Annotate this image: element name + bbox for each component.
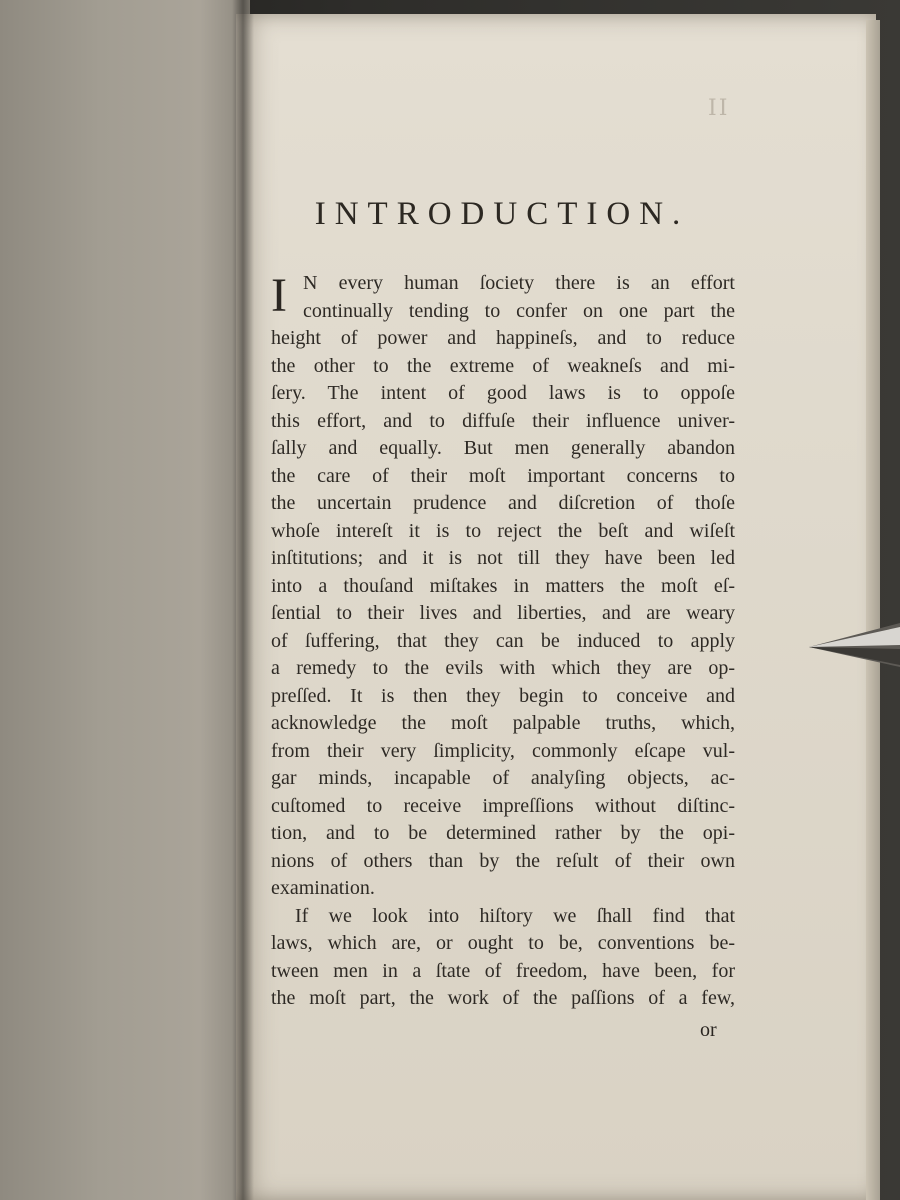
text-line: inſtitutions; and it is not till they have been led <box>271 547 735 569</box>
text-line: cuſtomed to receive impreſſions without diſtinc- <box>271 794 735 817</box>
text-line: tween men in a ſtate of freedom, have been, for <box>271 959 735 982</box>
text-line: the moſt part, the work of the paſſions of a few, <box>271 987 735 1009</box>
text-line: If we look into hiſtory we ſhall find that <box>295 904 735 927</box>
text-line: laws, which are, or ought to be, conventions be- <box>271 932 735 954</box>
text-line: N every human ſociety there is an effort <box>303 272 735 294</box>
text-line: height of power and happineſs, and to reduce <box>271 327 735 349</box>
body-text <box>271 270 735 1013</box>
text-line: a remedy to the evils with which they are op- <box>271 657 735 679</box>
text-line: this effort, and to diffuſe their influence univer- <box>271 409 735 432</box>
text-line: tion, and to be determined rather by the opi- <box>271 822 735 844</box>
text-line: of ſuffering, that they can be induced to apply <box>271 629 735 652</box>
text-line: from their very ſimplicity, commonly eſcape vul- <box>271 739 735 762</box>
page-edge <box>866 20 880 1200</box>
bookmark-pointer-icon <box>805 615 900 675</box>
page-heading: INTRODUCTION. <box>314 196 690 232</box>
text-line: examination. <box>271 877 375 899</box>
left-page <box>0 0 250 1200</box>
text-line: acknowledge the moſt palpable truths, which, <box>271 712 735 734</box>
text-line: the uncertain prudence and diſcretion of thoſe <box>271 492 735 514</box>
text-line: preſſed. It is then they begin to conceive and <box>271 684 735 707</box>
text-line: gar minds, incapable of analyſing objects, ac- <box>271 767 735 789</box>
text-line: the other to the extreme of weakneſs and mi- <box>271 354 735 377</box>
text-line: nions of others than by the reſult of their own <box>271 849 735 872</box>
drop-cap: I <box>271 269 287 322</box>
text-line: ſally and equally. But men generally abandon <box>271 437 735 459</box>
text-line: ſential to their lives and liberties, and are weary <box>271 602 735 624</box>
catchword: or <box>700 1019 717 1041</box>
book-gutter <box>232 0 254 1200</box>
text-line: ſery. The intent of good laws is to oppoſe <box>271 382 735 404</box>
show-through-text: II <box>708 96 730 121</box>
text-line: continually tending to confer on one part the <box>303 299 735 322</box>
text-line: into a thouſand miſtakes in matters the moſt eſ- <box>271 574 735 597</box>
text-line: whoſe intereſt it is to reject the beſt and wiſeſt <box>271 519 735 542</box>
text-line: the care of their moſt important concerns to <box>271 464 735 487</box>
